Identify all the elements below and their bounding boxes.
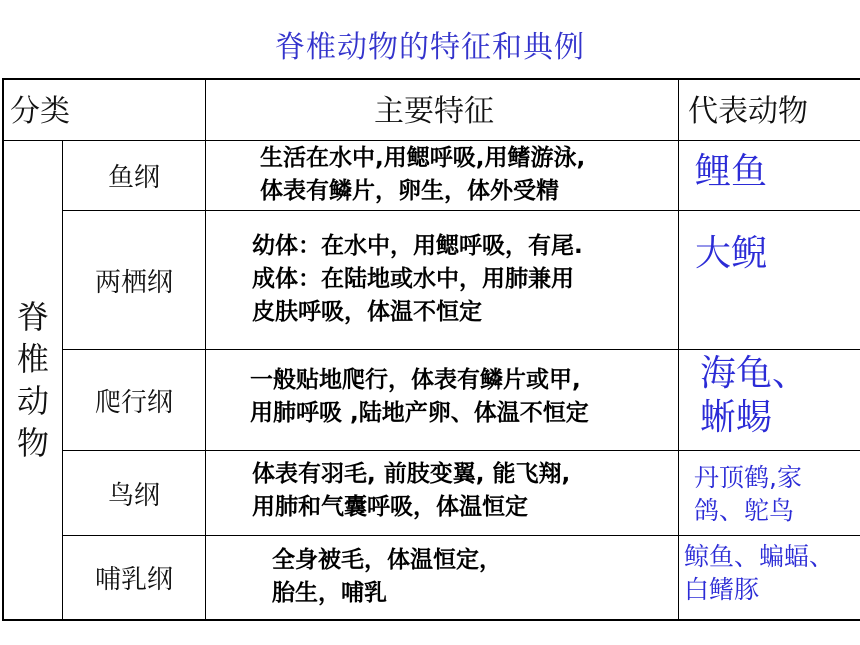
header-examples: 代表动物 bbox=[688, 94, 808, 129]
class-name-amphibia: 两栖纲 bbox=[94, 267, 173, 298]
examples-fish bbox=[695, 150, 767, 194]
examples-aves bbox=[694, 461, 802, 527]
feature-line: 体表有鳞片，卵生，体外受精 bbox=[260, 178, 559, 204]
example-line: 大鲵 bbox=[695, 233, 768, 274]
example-line: 蜥蜴 bbox=[700, 397, 773, 438]
feature-line: 生活在水中,用鳃呼吸,用鳍游泳, bbox=[260, 145, 586, 171]
features-aves bbox=[252, 458, 570, 524]
table-border-bottom bbox=[2, 619, 860, 621]
class-name-fish: 鱼纲 bbox=[107, 163, 160, 193]
example-line: 白鳍豚 bbox=[684, 575, 760, 604]
header-category: 分类 bbox=[10, 94, 70, 129]
header-features: 主要特征 bbox=[374, 94, 494, 129]
example-line: 鲤鱼 bbox=[695, 151, 768, 192]
group-label: 脊椎动物 bbox=[16, 298, 49, 462]
feature-line: 成体：在陆地或水中，用肺兼用 bbox=[252, 266, 574, 292]
examples-reptilia bbox=[700, 352, 808, 440]
feature-line: 用肺和气囊呼吸，体温恒定 bbox=[252, 494, 528, 520]
feature-line: 一般贴地爬行，体表有鳞片或甲, bbox=[250, 367, 581, 393]
example-line: 海龟、 bbox=[700, 353, 809, 394]
example-line: 丹顶鹤,家 bbox=[694, 463, 802, 492]
feature-line: 用肺呼吸 ,陆地产卵、体温不恒定 bbox=[250, 400, 589, 426]
example-line: 鲸鱼、蝙蝠、 bbox=[684, 542, 835, 571]
feature-line: 全身被毛，体温恒定， bbox=[272, 547, 502, 573]
page-title: 脊椎动物的特征和典例 bbox=[275, 30, 585, 65]
features-amphibia bbox=[252, 230, 583, 329]
column-divider bbox=[678, 78, 679, 620]
class-name-aves: 鸟纲 bbox=[107, 480, 160, 511]
feature-line: 胎生，哺乳 bbox=[272, 580, 387, 606]
class-name-mammalia: 哺乳纲 bbox=[94, 565, 173, 595]
group-label-cell bbox=[4, 141, 62, 619]
feature-line: 幼体：在水中，用鳃呼吸，有尾. bbox=[252, 233, 583, 259]
features-fish bbox=[260, 142, 585, 208]
column-divider bbox=[205, 78, 206, 620]
examples-mammalia bbox=[684, 540, 834, 606]
table-border-top bbox=[2, 78, 860, 80]
features-reptilia bbox=[250, 364, 589, 430]
feature-line: 体表有羽毛, 前肢变翼, 能飞翔, bbox=[252, 461, 571, 487]
example-line: 鸽、鸵鸟 bbox=[694, 496, 795, 525]
feature-line: 皮肤呼吸，体温不恒定 bbox=[252, 299, 482, 325]
examples-amphibia bbox=[695, 232, 767, 276]
class-name-reptilia: 爬行纲 bbox=[94, 387, 173, 418]
features-mammalia bbox=[272, 544, 502, 610]
